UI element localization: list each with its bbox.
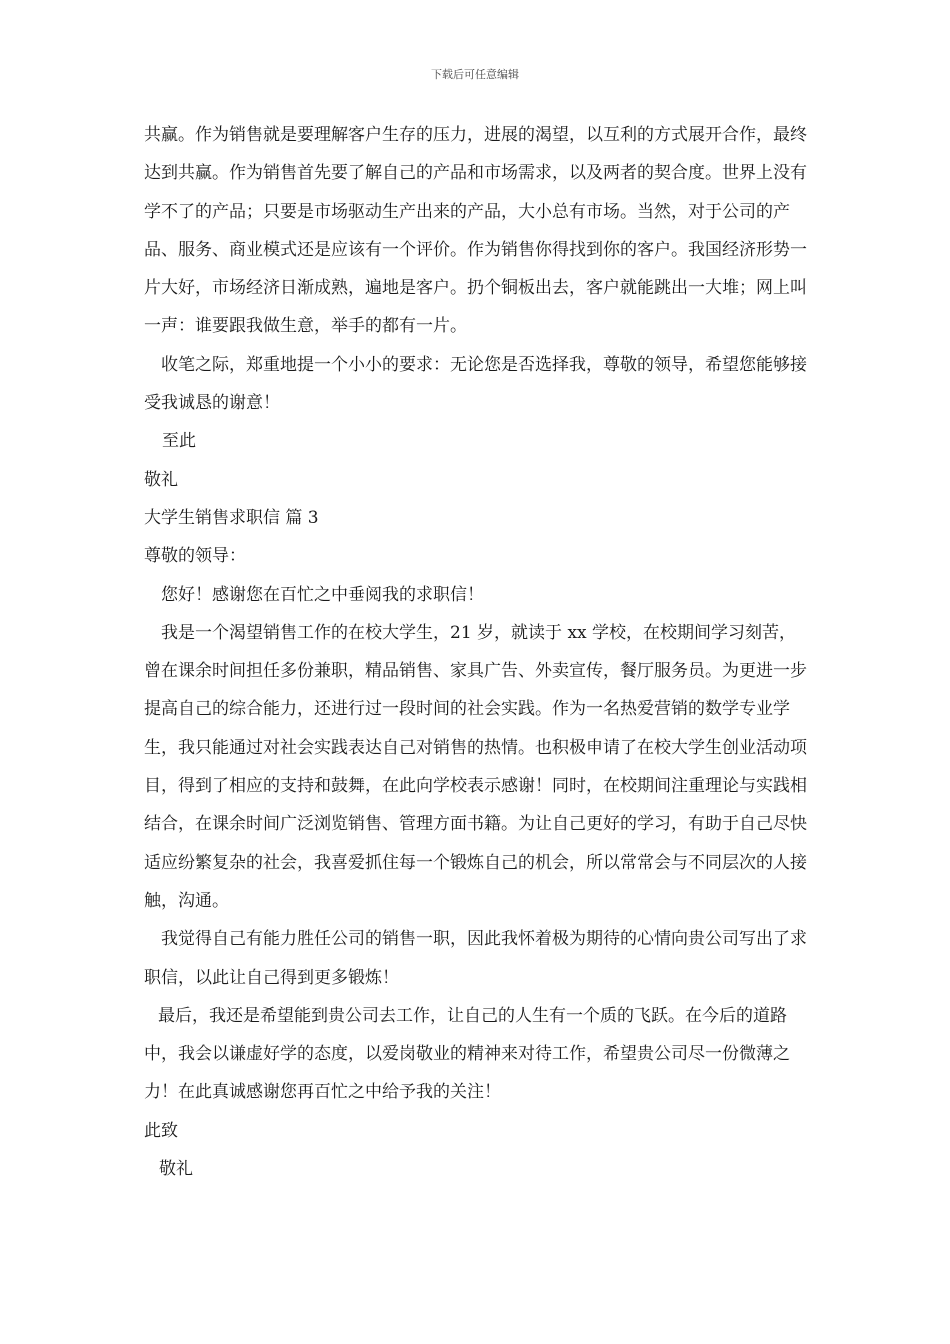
paragraph-introduction: 我是一个渴望销售工作的在校大学生，21 岁，就读于 xx 学校，在校期间学习刻苦，曾在课余时间担任多份兼职，精品销售、家具广告、外卖宣传，餐厅服务员。为更进一步提高自己的综合能力，还进行过一段时间的社会实践。作为一名热爱营销的数学专业学生，我只能通过对社会实践表达自己对销售的热情。也积极申请了在校大学生创业活动项目，得到了相应的支持和鼓舞，在此向学校表示感谢！同时，在校期间注重理论与实践相结合，在课余时间广泛浏览销售、管理方面书籍。为让自己更好的学习，有助于自己尽快适应纷繁复杂的社会，我喜爱抓住每一个锻炼自己的机会，所以常常会与不同层次的人接触，沟通。	[144, 622, 807, 911]
paragraph-capability: 我觉得自己有能力胜任公司的销售一职，因此我怀着极为期待的心情向贵公司写出了求职信，以此让自己得到更多锻炼！	[144, 929, 807, 988]
paragraph-conclusion: 最后，我还是希望能到贵公司去工作，让自己的人生有一个质的飞跃。在今后的道路中，我会以谦虚好学的态度，以爱岗敬业的精神来对待工作，希望贵公司尽一份微薄之力！在此真诚感谢您再百忙之中给予我的关注！	[144, 1005, 790, 1103]
section-title: 大学生销售求职信 篇 3	[144, 507, 319, 528]
letter-body	[144, 116, 809, 1188]
salutation: 尊敬的领导：	[144, 546, 246, 567]
paragraph-closing-request: 收笔之际，郑重地提一个小小的要求：无论您是否选择我，尊敬的领导，希望您能够接受我诚恳的谢意！	[144, 354, 807, 414]
closing-phrase-2: 此致	[144, 1120, 178, 1141]
page-header: 下载后可任意编辑	[431, 68, 519, 81]
greeting: 您好！感谢您在百忙之中垂阅我的求职信！	[161, 584, 484, 605]
regards-2: 敬礼	[159, 1159, 193, 1180]
closing-phrase: 至此	[162, 431, 196, 452]
paragraph-continuation: 共赢。作为销售就是要理解客户生存的压力，进展的渴望，以互利的方式展开合作，最终达到共赢。作为销售首先要了解自己的产品和市场需求，以及两者的契合度。世界上没有学不了的产品；只要是市场驱动生产出来的产品，大小总有市场。当然，对于公司的产品、服务、商业模式还是应该有一个评价。作为销售你得找到你的客户。我国经济形势一片大好，市场经济日渐成熟，遍地是客户。扔个铜板出去，客户就能跳出一大堆；网上叫一声：谁要跟我做生意，举手的都有一片。	[144, 125, 807, 337]
regards: 敬礼	[144, 469, 178, 490]
